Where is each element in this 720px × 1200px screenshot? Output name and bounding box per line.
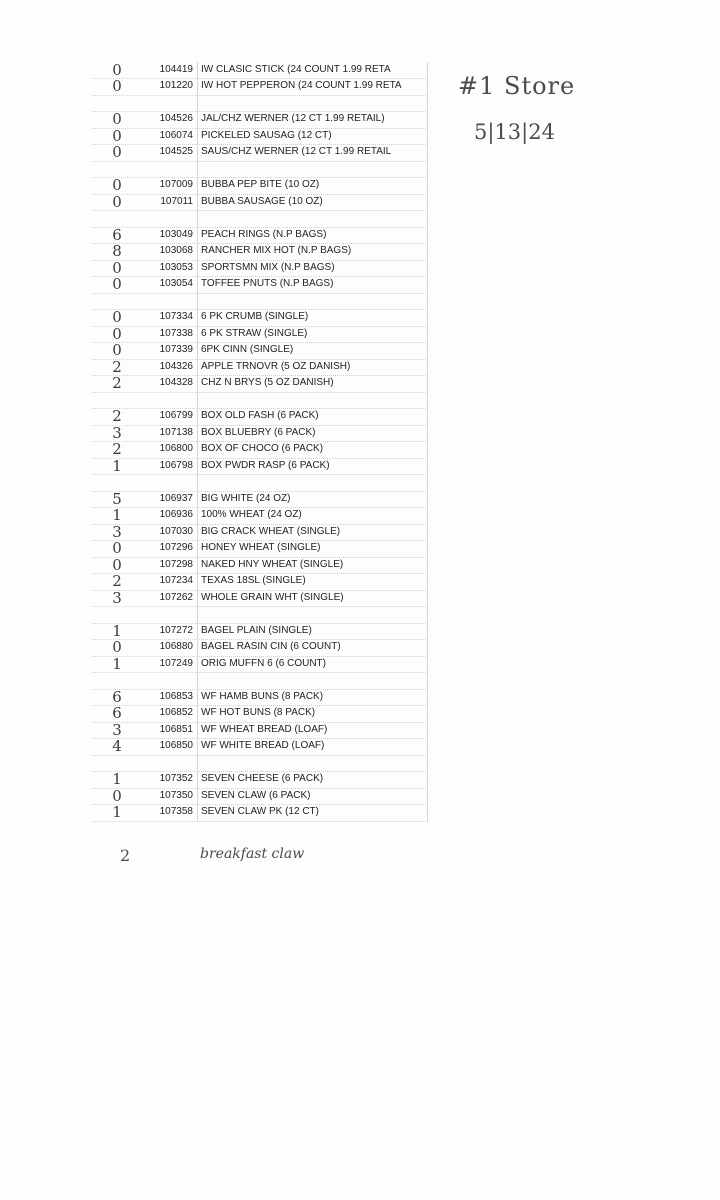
item-code: 107338 xyxy=(142,326,197,344)
order-row xyxy=(92,772,428,789)
handwritten-qty xyxy=(92,672,142,690)
handwritten-extra-qty: 2 xyxy=(120,846,131,865)
item-code: 104525 xyxy=(142,144,197,162)
handwritten-qty: 6 xyxy=(92,705,142,723)
handwritten-qty: 2 xyxy=(92,408,142,426)
item-description: TEXAS 18SL (SINGLE) xyxy=(197,573,428,591)
handwritten-qty: 6 xyxy=(92,227,142,245)
handwritten-qty xyxy=(92,606,142,624)
order-row xyxy=(92,557,428,574)
item-description: APPLE TRNOVR (5 OZ DANISH) xyxy=(197,359,428,377)
handwritten-qty: 1 xyxy=(92,656,142,674)
order-row xyxy=(92,722,428,739)
item-code: 106850 xyxy=(142,738,197,756)
handwritten-qty: 0 xyxy=(92,78,142,96)
item-description xyxy=(197,95,428,113)
item-code: 107009 xyxy=(142,177,197,195)
order-row xyxy=(92,343,428,360)
order-row xyxy=(92,310,428,327)
blank-row xyxy=(92,475,428,492)
item-description: HONEY WHEAT (SINGLE) xyxy=(197,540,428,558)
handwritten-qty: 1 xyxy=(92,507,142,525)
item-description: SEVEN CLAW (6 PACK) xyxy=(197,788,428,806)
order-row xyxy=(92,656,428,673)
item-description: 6PK CINN (SINGLE) xyxy=(197,342,428,360)
order-row xyxy=(92,788,428,805)
item-code: 106936 xyxy=(142,507,197,525)
order-row xyxy=(92,805,428,822)
handwritten-qty: 0 xyxy=(92,128,142,146)
item-code: 106851 xyxy=(142,722,197,740)
item-code xyxy=(142,161,197,179)
item-description: WHOLE GRAIN WHT (SINGLE) xyxy=(197,590,428,608)
item-code: 104326 xyxy=(142,359,197,377)
item-description: SPORTSMN MIX (N.P BAGS) xyxy=(197,260,428,278)
item-code: 104526 xyxy=(142,111,197,129)
item-code: 107334 xyxy=(142,309,197,327)
order-row xyxy=(92,739,428,756)
handwritten-qty: 0 xyxy=(92,111,142,129)
handwritten-qty: 0 xyxy=(92,309,142,327)
order-row xyxy=(92,194,428,211)
item-code: 106880 xyxy=(142,639,197,657)
blank-row xyxy=(92,211,428,228)
item-code: 106852 xyxy=(142,705,197,723)
item-code: 107138 xyxy=(142,425,197,443)
order-row xyxy=(92,640,428,657)
handwritten-qty: 0 xyxy=(92,540,142,558)
order-row xyxy=(92,227,428,244)
item-code: 104328 xyxy=(142,375,197,393)
order-row xyxy=(92,508,428,525)
item-code: 103068 xyxy=(142,243,197,261)
item-description: CHZ N BRYS (5 OZ DANISH) xyxy=(197,375,428,393)
item-description: BOX BLUEBRY (6 PACK) xyxy=(197,425,428,443)
item-description: BIG WHITE (24 OZ) xyxy=(197,491,428,509)
item-code: 103049 xyxy=(142,227,197,245)
order-row xyxy=(92,145,428,162)
handwritten-qty xyxy=(92,210,142,228)
blank-row xyxy=(92,607,428,624)
item-code: 107262 xyxy=(142,590,197,608)
item-code xyxy=(142,672,197,690)
item-description: PICKELED SAUSAG (12 CT) xyxy=(197,128,428,146)
order-row xyxy=(92,623,428,640)
order-row xyxy=(92,244,428,261)
item-code: 107249 xyxy=(142,656,197,674)
item-description xyxy=(197,392,428,410)
order-row xyxy=(92,524,428,541)
handwritten-qty: 0 xyxy=(92,326,142,344)
item-description: SAUS/CHZ WERNER (12 CT 1.99 RETAIL xyxy=(197,144,428,162)
item-description: BOX PWDR RASP (6 PACK) xyxy=(197,458,428,476)
handwritten-qty: 3 xyxy=(92,590,142,608)
item-description: BOX OF CHOCO (6 PACK) xyxy=(197,441,428,459)
handwritten-qty: 4 xyxy=(92,738,142,756)
blank-row xyxy=(92,95,428,112)
handwritten-qty: 0 xyxy=(92,639,142,657)
item-description: BUBBA PEP BITE (10 OZ) xyxy=(197,177,428,195)
item-code: 106799 xyxy=(142,408,197,426)
item-description xyxy=(197,474,428,492)
order-row xyxy=(92,112,428,129)
item-code: 107272 xyxy=(142,623,197,641)
order-row xyxy=(92,326,428,343)
item-description: IW CLASIC STICK (24 COUNT 1.99 RETA xyxy=(197,62,428,80)
order-row xyxy=(92,574,428,591)
handwritten-qty: 3 xyxy=(92,425,142,443)
order-row xyxy=(92,491,428,508)
item-code xyxy=(142,392,197,410)
handwritten-qty: 6 xyxy=(92,689,142,707)
item-description: 6 PK STRAW (SINGLE) xyxy=(197,326,428,344)
order-row xyxy=(92,277,428,294)
order-row xyxy=(92,409,428,426)
order-row xyxy=(92,79,428,96)
handwritten-qty: 0 xyxy=(92,260,142,278)
handwritten-qty: 0 xyxy=(92,557,142,575)
order-row xyxy=(92,590,428,607)
item-code: 107350 xyxy=(142,788,197,806)
item-description: WF WHITE BREAD (LOAF) xyxy=(197,738,428,756)
order-row xyxy=(92,128,428,145)
item-code xyxy=(142,606,197,624)
handwritten-qty: 1 xyxy=(92,804,142,822)
item-description: 100% WHEAT (24 OZ) xyxy=(197,507,428,525)
blank-row xyxy=(92,673,428,690)
handwritten-qty: 0 xyxy=(92,144,142,162)
item-code: 101220 xyxy=(142,78,197,96)
item-description: ORIG MUFFN 6 (6 COUNT) xyxy=(197,656,428,674)
item-description: BAGEL RASIN CIN (6 COUNT) xyxy=(197,639,428,657)
item-code: 106800 xyxy=(142,441,197,459)
item-code: 107030 xyxy=(142,524,197,542)
item-code: 106074 xyxy=(142,128,197,146)
item-description: BUBBA SAUSAGE (10 OZ) xyxy=(197,194,428,212)
item-code xyxy=(142,755,197,773)
item-description xyxy=(197,672,428,690)
handwritten-extra-item: breakfast claw xyxy=(200,846,305,862)
item-description xyxy=(197,293,428,311)
item-description: WF HAMB BUNS (8 PACK) xyxy=(197,689,428,707)
item-description: JAL/CHZ WERNER (12 CT 1.99 RETAIL) xyxy=(197,111,428,129)
item-code xyxy=(142,95,197,113)
blank-row xyxy=(92,755,428,772)
item-description: 6 PK CRUMB (SINGLE) xyxy=(197,309,428,327)
order-row xyxy=(92,689,428,706)
order-row xyxy=(92,541,428,558)
item-code: 107298 xyxy=(142,557,197,575)
order-row xyxy=(92,425,428,442)
item-description: WF WHEAT BREAD (LOAF) xyxy=(197,722,428,740)
blank-row xyxy=(92,293,428,310)
item-code: 106937 xyxy=(142,491,197,509)
order-row xyxy=(92,178,428,195)
item-description: SEVEN CHEESE (6 PACK) xyxy=(197,771,428,789)
order-sheet xyxy=(92,62,428,821)
item-description: TOFFEE PNUTS (N.P BAGS) xyxy=(197,276,428,294)
handwritten-qty: 2 xyxy=(92,573,142,591)
handwritten-qty: 8 xyxy=(92,243,142,261)
item-code: 107358 xyxy=(142,804,197,822)
item-description: WF HOT BUNS (8 PACK) xyxy=(197,705,428,723)
handwritten-qty: 0 xyxy=(92,276,142,294)
item-description xyxy=(197,210,428,228)
handwritten-qty: 2 xyxy=(92,359,142,377)
item-description: RANCHER MIX HOT (N.P BAGS) xyxy=(197,243,428,261)
handwritten-qty: 2 xyxy=(92,441,142,459)
handwritten-qty: 1 xyxy=(92,623,142,641)
order-row xyxy=(92,706,428,723)
item-description: NAKED HNY WHEAT (SINGLE) xyxy=(197,557,428,575)
item-code xyxy=(142,293,197,311)
blank-row xyxy=(92,161,428,178)
item-code: 107011 xyxy=(142,194,197,212)
order-row xyxy=(92,260,428,277)
item-description: PEACH RINGS (N.P BAGS) xyxy=(197,227,428,245)
handwritten-qty xyxy=(92,474,142,492)
item-description xyxy=(197,161,428,179)
item-code: 104419 xyxy=(142,62,197,80)
handwritten-qty: 0 xyxy=(92,177,142,195)
item-code: 103053 xyxy=(142,260,197,278)
handwritten-qty: 2 xyxy=(92,375,142,393)
item-description: IW HOT PEPPERON (24 COUNT 1.99 RETA xyxy=(197,78,428,96)
item-description: SEVEN CLAW PK (12 CT) xyxy=(197,804,428,822)
handwritten-qty: 1 xyxy=(92,771,142,789)
order-row xyxy=(92,62,428,79)
order-row xyxy=(92,376,428,393)
handwritten-qty: 0 xyxy=(92,788,142,806)
handwritten-store-note: #1 Store xyxy=(458,72,576,100)
handwritten-qty: 0 xyxy=(92,194,142,212)
item-description: BOX OLD FASH (6 PACK) xyxy=(197,408,428,426)
item-code: 106798 xyxy=(142,458,197,476)
item-code: 103054 xyxy=(142,276,197,294)
item-description: BAGEL PLAIN (SINGLE) xyxy=(197,623,428,641)
item-code: 107352 xyxy=(142,771,197,789)
item-code: 107234 xyxy=(142,573,197,591)
item-code: 106853 xyxy=(142,689,197,707)
handwritten-date: 5|13|24 xyxy=(474,120,555,144)
order-row xyxy=(92,458,428,475)
handwritten-qty: 0 xyxy=(92,342,142,360)
order-row xyxy=(92,359,428,376)
item-description xyxy=(197,606,428,624)
item-code xyxy=(142,210,197,228)
item-code: 107339 xyxy=(142,342,197,360)
item-code: 107296 xyxy=(142,540,197,558)
handwritten-qty: 1 xyxy=(92,458,142,476)
item-description xyxy=(197,755,428,773)
handwritten-qty: 5 xyxy=(92,491,142,509)
blank-row xyxy=(92,392,428,409)
handwritten-qty: 3 xyxy=(92,524,142,542)
order-row xyxy=(92,442,428,459)
handwritten-qty: 3 xyxy=(92,722,142,740)
item-description: BIG CRACK WHEAT (SINGLE) xyxy=(197,524,428,542)
handwritten-qty: 0 xyxy=(92,62,142,80)
item-code xyxy=(142,474,197,492)
